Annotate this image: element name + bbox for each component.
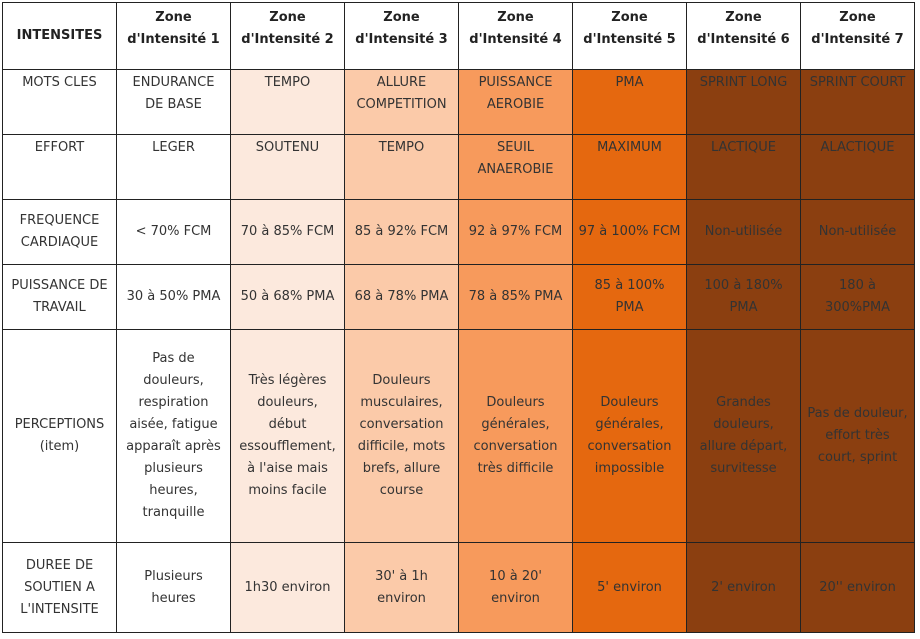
zone-cell: SEUIL ANAEROBIE: [459, 135, 573, 200]
zone-cell: 180 à 300%PMA: [801, 265, 915, 330]
zone-cell: Douleurs musculaires, conversation difficile, mots brefs, allure course: [345, 330, 459, 543]
row-label: EFFORT: [3, 135, 117, 200]
zone-header: Zone d'Intensité 6: [687, 3, 801, 70]
row-puissance-de-travail: [3, 265, 915, 330]
zone-cell: 68 à 78% PMA: [345, 265, 459, 330]
zone-cell: 5' environ: [573, 543, 687, 633]
zone-cell: PUISSANCE AEROBIE: [459, 70, 573, 135]
zone-cell: Très légères douleurs, début essoufflement, à l'aise mais moins facile: [231, 330, 345, 543]
zone-cell: Non-utilisée: [687, 200, 801, 265]
zone-cell: Douleurs générales, conversation très difficile: [459, 330, 573, 543]
zone-header: Zone d'Intensité 4: [459, 3, 573, 70]
row-label: PERCEPTIONS (item): [3, 330, 117, 543]
zone-cell: 2' environ: [687, 543, 801, 633]
corner-header: INTENSITES: [3, 3, 117, 70]
zone-cell: Non-utilisée: [801, 200, 915, 265]
row-label: PUISSANCE DE TRAVAIL: [3, 265, 117, 330]
row-mots-cles: [3, 70, 915, 135]
zone-cell: SPRINT LONG: [687, 70, 801, 135]
zone-cell: PMA: [573, 70, 687, 135]
zone-cell: 10 à 20' environ: [459, 543, 573, 633]
zone-cell: 92 à 97% FCM: [459, 200, 573, 265]
zone-cell: Pas de douleurs, respiration aisée, fatigue apparaît après plusieurs heures, tranquille: [117, 330, 231, 543]
zone-header: Zone d'Intensité 1: [117, 3, 231, 70]
intensity-zones-table: [2, 2, 915, 633]
row-label: MOTS CLES: [3, 70, 117, 135]
zone-cell: 100 à 180% PMA: [687, 265, 801, 330]
row-label: DUREE DE SOUTIEN A L'INTENSITE: [3, 543, 117, 633]
row-frequence-cardiaque: [3, 200, 915, 265]
zone-cell: SPRINT COURT: [801, 70, 915, 135]
zone-header: Zone d'Intensité 5: [573, 3, 687, 70]
row-effort: [3, 135, 915, 200]
zone-cell: Pas de douleur, effort très court, sprint: [801, 330, 915, 543]
zone-cell: Grandes douleurs, allure départ, survitesse: [687, 330, 801, 543]
zone-header: Zone d'Intensité 3: [345, 3, 459, 70]
zone-cell: Douleurs générales, conversation impossible: [573, 330, 687, 543]
zone-cell: 50 à 68% PMA: [231, 265, 345, 330]
zone-cell: ENDURANCE DE BASE: [117, 70, 231, 135]
zone-cell: 85 à 100% PMA: [573, 265, 687, 330]
header-row: [3, 3, 915, 70]
zone-cell: 97 à 100% FCM: [573, 200, 687, 265]
zone-cell: TEMPO: [345, 135, 459, 200]
zone-cell: SOUTENU: [231, 135, 345, 200]
row-label: FREQUENCE CARDIAQUE: [3, 200, 117, 265]
zone-cell: TEMPO: [231, 70, 345, 135]
zone-cell: MAXIMUM: [573, 135, 687, 200]
zone-cell: 70 à 85% FCM: [231, 200, 345, 265]
zone-cell: LACTIQUE: [687, 135, 801, 200]
zone-cell: 30' à 1h environ: [345, 543, 459, 633]
row-duree-de-soutien: [3, 543, 915, 633]
zone-cell: ALLURE COMPETITION: [345, 70, 459, 135]
zone-cell: LEGER: [117, 135, 231, 200]
row-perceptions: [3, 330, 915, 543]
zone-header: Zone d'Intensité 7: [801, 3, 915, 70]
zone-cell: 85 à 92% FCM: [345, 200, 459, 265]
zone-cell: ALACTIQUE: [801, 135, 915, 200]
zone-cell: 30 à 50% PMA: [117, 265, 231, 330]
zone-cell: < 70% FCM: [117, 200, 231, 265]
zone-cell: 78 à 85% PMA: [459, 265, 573, 330]
zone-cell: 20'' environ: [801, 543, 915, 633]
zone-cell: 1h30 environ: [231, 543, 345, 633]
zone-header: Zone d'Intensité 2: [231, 3, 345, 70]
zone-cell: Plusieurs heures: [117, 543, 231, 633]
